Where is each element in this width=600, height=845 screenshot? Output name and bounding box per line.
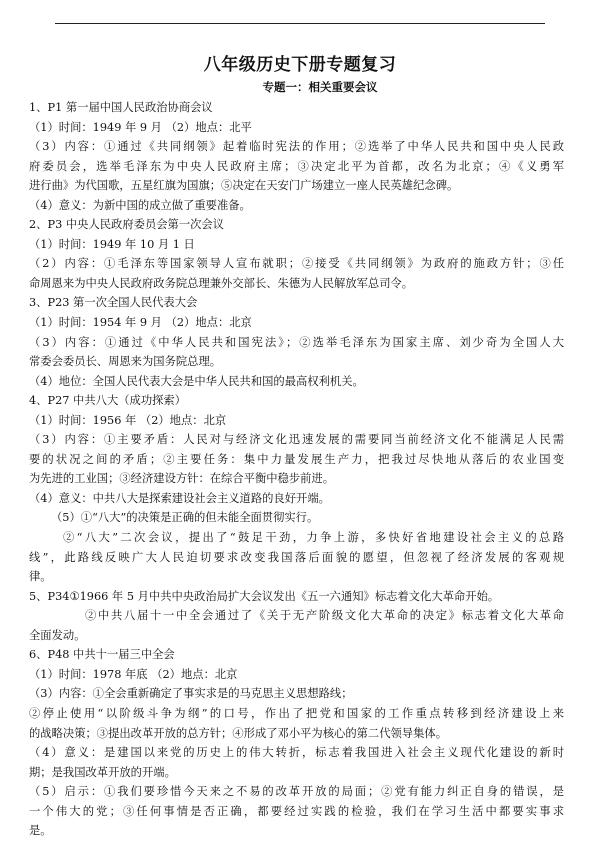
text-line: 全面发动。	[29, 628, 86, 642]
text-line: （1）时间：1978 年底 （2）地点：北京	[29, 667, 238, 681]
text-line: （1）时间：1956 年 （2）地点：北京	[29, 413, 227, 427]
text-line: 常委会委员长、周恩来为国务院总理。	[29, 355, 222, 369]
text-line: 的战略决策；③提出改革开放的总方针；④形成了邓小平为核心的第二代领导集体。	[29, 726, 447, 740]
section-heading-5: 5、P34①1966 年 5 月中共中央政治局扩大会议发出《五一六通知》标志着文化大革命开始。	[29, 589, 500, 603]
text-line: （1）时间：1949 年 9 月 （2）地点：北平	[29, 120, 252, 134]
text-line: （4）意义：中共八大是探索建设社会主义道路的良好开端。	[29, 491, 330, 505]
section-heading-3: 3、P23 第一次全国人民代表大会	[29, 296, 198, 310]
text-line: 府委员会，选举毛泽东为中央人民政府主席；③决定北平为首都，改名为北京；④《义勇军	[29, 159, 564, 173]
text-line: 为先进的工业国；③经济建设方针：在综合平衡中稳步前进。	[29, 472, 335, 486]
section-heading-2: 2、P3 中央人民政府委员会第一次会议	[29, 218, 225, 232]
text-line: ②中共八届十一中全会通过了《关于无产阶级文化大革命的决定》标志着文化大革命	[85, 609, 564, 623]
text-line: （3）内容：①全会重新确定了事实求是的马克思主义思想路线；	[29, 687, 353, 701]
section-heading-6: 6、P48 中共十一届三中全会	[29, 648, 175, 662]
text-line: （4）意义：是建国以来党的历史上的伟大转折，标志着我国进入社会主义现代化建设的新时	[29, 746, 564, 760]
text-line: 命周恩来为中央人民政府政务院总理兼外交部长、朱德为人民解放军总司令。	[29, 276, 414, 290]
text-line: （5）①“八大”的决策是正确的但未能全面贯彻实行。	[51, 511, 319, 525]
text-line: （3）内容：①通过《共同纲领》起着临时宪法的作用；②选举了中华人民共和国中央人民政	[29, 140, 564, 154]
text-line: 进行曲》为代国歌，五星红旗为国旗；⑤决定在天安门广场建立一座人民英雄纪念碑。	[29, 179, 459, 193]
text-line: （3）内容：①主要矛盾：人民对与经济文化迅速发展的需要同当前经济文化不能满足人民需	[29, 433, 564, 447]
header-rule	[55, 23, 545, 24]
text-line: （1）时间：1954 年 9 月 （2）地点：北京	[29, 316, 252, 330]
text-line: ②停止使用“以阶级斗争为纲”的口号，作出了把党和国家的工作重点转移到经济建设上来	[29, 706, 564, 720]
text-line: （2）内容：①毛泽东等国家领导人宣布就职；②接受《共同纲领》为政府的施政方针；③任	[29, 257, 564, 271]
page-subtitle: 专题一：相关重要会议	[262, 80, 378, 94]
document-body	[29, 98, 564, 841]
page-title: 八年级历史下册专题复习	[203, 55, 397, 75]
text-line: 是。	[29, 824, 52, 838]
text-line: （5）启示：①我们要珍惜今天来之不易的改革开放的局面；②党有能力纠正自身的错误，是	[29, 785, 564, 799]
text-line: （4）地位：全国人民代表大会是中华人民共和国的最高权利机关。	[29, 374, 364, 388]
text-line: （1）时间：1949 年 10 月 1 日	[29, 237, 195, 251]
text-line: 一个伟大的党；③任何事情是否正确，都要经过实践的检验，我们在学习生活中都要实事求	[29, 804, 564, 818]
section-heading-1: 1、P1 第一届中国人民政治协商会议	[29, 101, 213, 114]
text-line: 律。	[29, 570, 52, 584]
text-line: 期；是我国改革开放的开端。	[29, 765, 176, 779]
text-line: ②“八大”二次会议，提出了“鼓足干劲，力争上游，多快好省地建设社会主义的总路	[63, 531, 564, 545]
text-line: （4）意义：为新中国的成立做了重要准备。	[29, 198, 251, 212]
text-line: 要的状况之间的矛盾；②主要任务：集中力量发展生产力，把我过尽快地从落后的农业国变	[29, 452, 564, 466]
text-line: 线”，此路线反映广大人民迫切要求改变我国落后面貌的愿望，但忽视了经济发展的客观规	[29, 550, 564, 564]
section-heading-4: 4、P27 中共八大（成功探索）	[29, 394, 187, 408]
text-line: （3）内容：①通过《中华人民共和国宪法》；②选举毛泽东为国家主席、刘少奇为全国人大	[29, 335, 564, 349]
